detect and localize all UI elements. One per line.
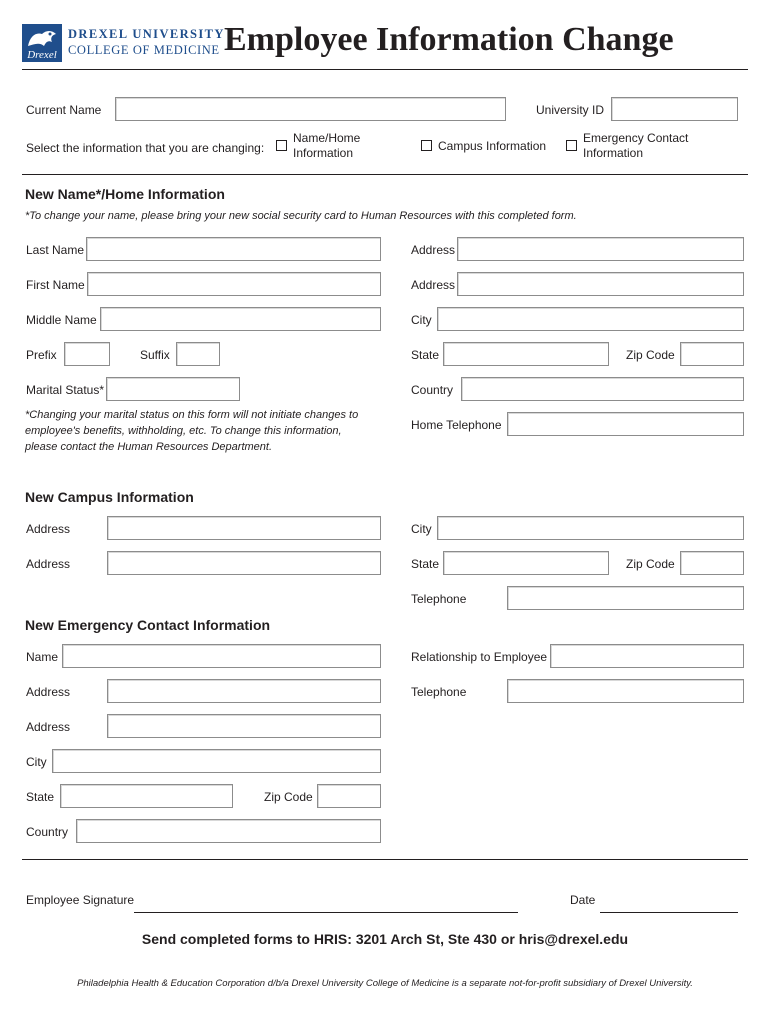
date-label: Date <box>570 893 596 907</box>
campus-section-heading: New Campus Information <box>25 489 194 505</box>
university-id-label: University ID <box>536 103 605 117</box>
middle-name-field[interactable] <box>100 307 381 331</box>
name-home-option-line2: Information <box>293 146 354 160</box>
name-change-note: *To change your name, please bring your new social security card to Human Resources with this completed form. <box>25 210 577 222</box>
emergency-telephone-label: Telephone <box>411 685 467 699</box>
campus-address1-label: Address <box>26 522 71 536</box>
marital-status-label: Marital Status* <box>26 383 105 397</box>
campus-zip-label: Zip Code <box>626 557 675 571</box>
disclaimer: Philadelphia Health & Education Corporation d/b/a Drexel University College of Medicine is a separate not-for-profit subsidiary of Drexel University. <box>77 978 693 989</box>
home-address1-label: Address <box>411 243 456 257</box>
drexel-logo <box>22 24 62 62</box>
suffix-label: Suffix <box>140 348 170 362</box>
current-name-field[interactable] <box>115 97 506 121</box>
relationship-field[interactable] <box>550 644 744 668</box>
emergency-address2-label: Address <box>26 720 71 734</box>
university-name-line1: DREXEL UNIVERSITY <box>68 27 225 41</box>
marital-note-line2: employee's benefits, withholding, etc. To change this information, <box>25 425 342 437</box>
page-title: Employee Information Change <box>224 21 674 58</box>
emergency-state-label: State <box>26 790 55 804</box>
emergency-city-field[interactable] <box>52 749 381 773</box>
name-home-checkbox[interactable] <box>276 140 287 151</box>
university-id-field[interactable] <box>611 97 738 121</box>
middle-name-label: Middle Name <box>26 313 97 327</box>
logo-wordmark: Drexel <box>27 49 57 61</box>
date-line[interactable] <box>600 912 738 913</box>
first-name-field[interactable] <box>87 272 381 296</box>
emergency-contact-checkbox[interactable] <box>566 140 577 151</box>
campus-address2-label: Address <box>26 557 71 571</box>
emergency-section-heading: New Emergency Contact Information <box>25 617 271 633</box>
home-zip-label: Zip Code <box>626 348 675 362</box>
home-country-field[interactable] <box>461 377 744 401</box>
header-divider <box>22 69 748 70</box>
home-city-label: City <box>411 313 432 327</box>
emergency-telephone-field[interactable] <box>507 679 744 703</box>
marital-status-field[interactable] <box>106 377 240 401</box>
campus-info-checkbox[interactable] <box>421 140 432 151</box>
emergency-city-label: City <box>26 755 47 769</box>
emergency-zip-field[interactable] <box>317 784 381 808</box>
emergency-address1-label: Address <box>26 685 71 699</box>
campus-zip-field[interactable] <box>680 551 744 575</box>
emergency-country-label: Country <box>26 825 69 839</box>
university-name-line2: COLLEGE OF MEDICINE <box>68 43 220 57</box>
home-city-field[interactable] <box>437 307 744 331</box>
name-home-option-line1: Name/Home <box>293 131 361 145</box>
emergency-zip-label: Zip Code <box>264 790 313 804</box>
home-state-field[interactable] <box>443 342 609 366</box>
last-name-field[interactable] <box>86 237 381 261</box>
home-section-heading: New Name*/Home Information <box>25 186 225 202</box>
home-address1-field[interactable] <box>457 237 744 261</box>
marital-note-line3: please contact the Human Resources Department. <box>25 441 273 453</box>
home-address2-label: Address <box>411 278 456 292</box>
relationship-label: Relationship to Employee <box>411 650 548 664</box>
campus-state-label: State <box>411 557 440 571</box>
campus-state-field[interactable] <box>443 551 609 575</box>
prefix-label: Prefix <box>26 348 57 362</box>
campus-info-option: Campus Information <box>438 139 547 153</box>
campus-telephone-label: Telephone <box>411 592 467 606</box>
home-state-label: State <box>411 348 440 362</box>
campus-address1-field[interactable] <box>107 516 381 540</box>
emergency-address2-field[interactable] <box>107 714 381 738</box>
home-telephone-field[interactable] <box>507 412 744 436</box>
signature-line[interactable] <box>134 912 518 913</box>
suffix-field[interactable] <box>176 342 220 366</box>
bottom-divider <box>22 859 748 860</box>
campus-city-label: City <box>411 522 432 536</box>
home-telephone-label: Home Telephone <box>411 418 502 432</box>
campus-city-field[interactable] <box>437 516 744 540</box>
emergency-name-field[interactable] <box>62 644 381 668</box>
emergency-address1-field[interactable] <box>107 679 381 703</box>
campus-telephone-field[interactable] <box>507 586 744 610</box>
emergency-state-field[interactable] <box>60 784 233 808</box>
home-country-label: Country <box>411 383 454 397</box>
signature-label: Employee Signature <box>26 893 135 907</box>
select-changes-label: Select the information that you are changing: <box>26 141 265 155</box>
send-instructions: Send completed forms to HRIS: 3201 Arch St, Ste 430 or hris@drexel.edu <box>141 931 629 947</box>
current-name-label: Current Name <box>26 103 102 117</box>
prefix-field[interactable] <box>64 342 110 366</box>
top-divider <box>22 174 748 175</box>
home-zip-field[interactable] <box>680 342 744 366</box>
emergency-contact-option-line1: Emergency Contact <box>583 131 689 145</box>
emergency-contact-option-line2: Information <box>583 146 644 160</box>
first-name-label: First Name <box>26 278 85 292</box>
marital-note-line1: *Changing your marital status on this form will not initiate changes to <box>25 409 359 421</box>
campus-address2-field[interactable] <box>107 551 381 575</box>
home-address2-field[interactable] <box>457 272 744 296</box>
emergency-name-label: Name <box>26 650 59 664</box>
emergency-country-field[interactable] <box>76 819 381 843</box>
last-name-label: Last Name <box>26 243 85 257</box>
